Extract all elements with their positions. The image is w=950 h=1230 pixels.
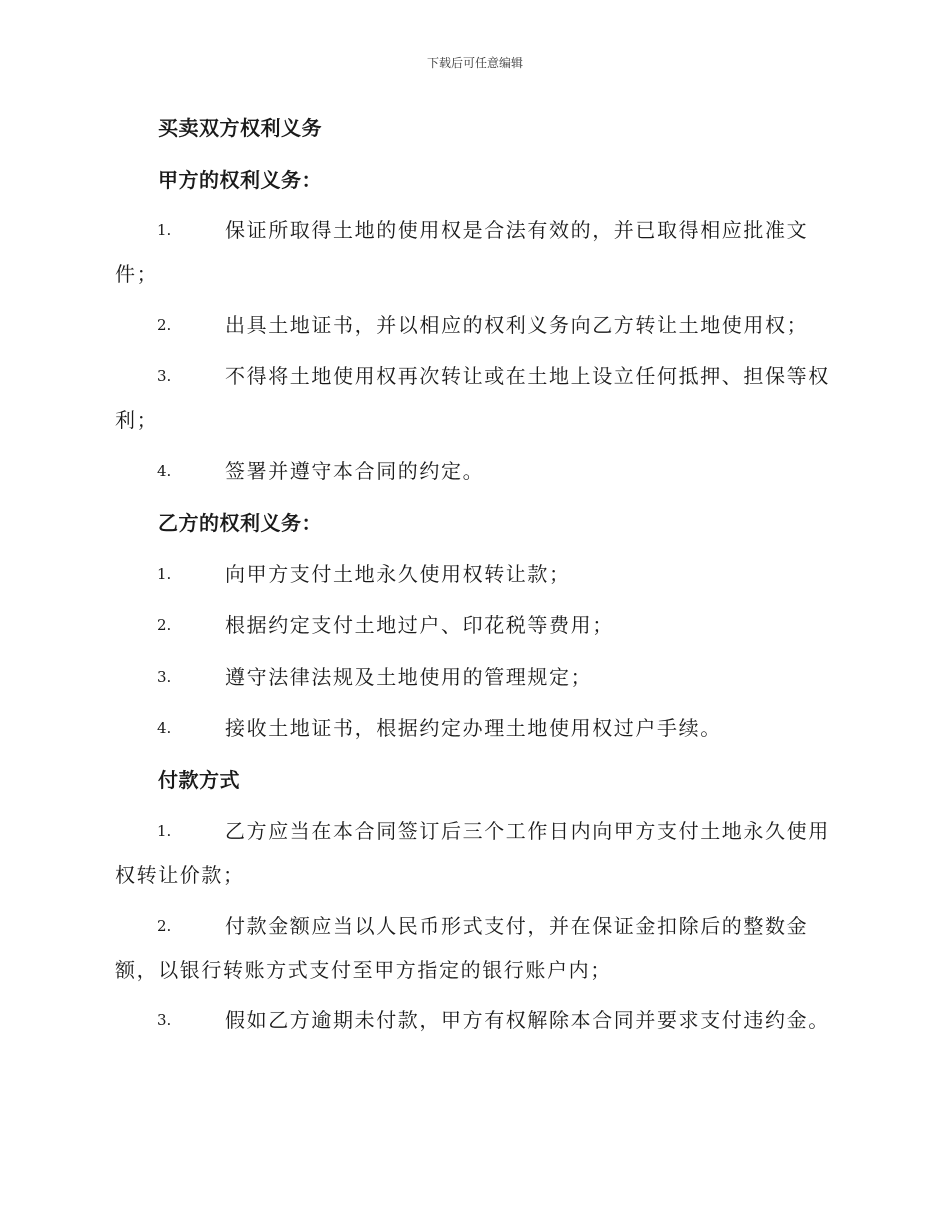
- item-number: 2.: [157, 316, 172, 334]
- item-text: 接收土地证书，根据约定办理土地使用权过户手续。: [225, 716, 722, 740]
- list-item: [115, 706, 835, 750]
- item-text: 假如乙方逾期未付款，甲方有权解除本合同并要求支付违约金。: [225, 1008, 830, 1032]
- section-heading-party-a: 甲方的权利义务：: [158, 168, 322, 192]
- section-heading-obligations: 买卖双方权利义务: [158, 116, 322, 140]
- item-text-continued: 权转让价款；: [115, 863, 245, 887]
- item-number: 1.: [157, 822, 172, 840]
- item-text: 签署并遵守本合同的约定。: [225, 459, 485, 483]
- item-text: 向甲方支付土地永久使用权转让款；: [225, 562, 571, 586]
- item-text: 遵守法律法规及土地使用的管理规定；: [225, 665, 593, 689]
- item-text: 根据约定支付土地过户、印花税等费用；: [225, 613, 614, 637]
- list-item: [115, 998, 835, 1042]
- item-number: 1.: [157, 565, 172, 583]
- item-text-continued: 利；: [115, 408, 159, 432]
- list-item: [115, 208, 835, 296]
- list-item: [115, 303, 835, 347]
- list-item: [115, 354, 835, 442]
- item-number: 3.: [157, 367, 172, 385]
- item-number: 4.: [157, 719, 172, 737]
- item-text-continued: 额，以银行转账方式支付至甲方指定的银行账户内；: [115, 958, 612, 982]
- item-text: 乙方应当在本合同签订后三个工作日内向甲方支付土地永久使用: [225, 819, 830, 843]
- item-text: 不得将土地使用权再次转让或在土地上设立任何抵押、担保等权: [225, 364, 830, 388]
- item-number: 3.: [157, 668, 172, 686]
- item-text: 保证所取得土地的使用权是合法有效的，并已取得相应批准文: [225, 218, 809, 242]
- item-number: 3.: [157, 1011, 172, 1029]
- list-item: [115, 655, 835, 699]
- list-item: [115, 904, 835, 992]
- item-number: 2.: [157, 917, 172, 935]
- section-heading-party-b: 乙方的权利义务：: [158, 511, 322, 535]
- list-item: [115, 603, 835, 647]
- item-number: 2.: [157, 616, 172, 634]
- item-text: 付款金额应当以人民币形式支付，并在保证金扣除后的整数金: [225, 914, 809, 938]
- list-item: [115, 552, 835, 596]
- item-number: 1.: [157, 221, 172, 239]
- item-number: 4.: [157, 462, 172, 480]
- section-heading-payment: 付款方式: [158, 768, 240, 792]
- item-text: 出具土地证书，并以相应的权利义务向乙方转让土地使用权；: [225, 313, 809, 337]
- item-text-continued: 件；: [115, 262, 159, 286]
- list-item: [115, 449, 835, 493]
- list-item: [115, 809, 835, 897]
- page-header: 下载后可任意编辑: [426, 56, 523, 70]
